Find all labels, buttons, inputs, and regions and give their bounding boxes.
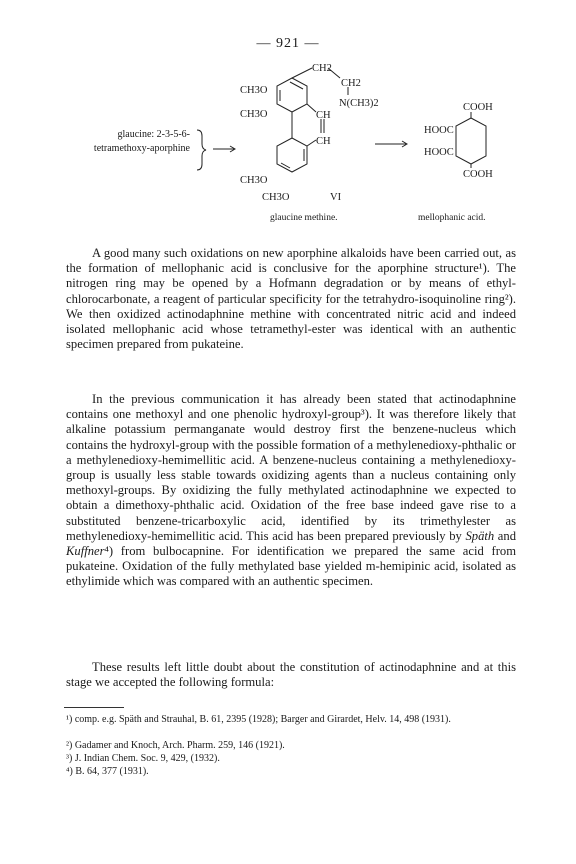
brace-symbol (197, 130, 206, 170)
hooc-group: HOOC (424, 147, 454, 158)
paragraph-formula-intro (66, 660, 516, 690)
cooh-group: COOH (463, 102, 493, 113)
paragraph-3-text: These results left little doubt about the constitution of actinodaphnine and at this stage we accepted the following formula: (66, 660, 516, 690)
ch3o-group: CH3O (262, 192, 290, 203)
ch2-group: CH2 (312, 63, 332, 74)
glaucine-label-line1: glaucine: 2-3-5-6- (117, 129, 190, 140)
paragraph-2-part-a: In the previous communication it has already been stated that actinodaphnine contains one methoxyl and one phenolic hydroxyl-group³). It was therefore likely that alkaline potassium permanganate would destroy first the benzene-nucleus which contains the hydroxyl-group with the possible formation of a methylenedioxy-phthalic or a methylenedioxy-hemimellitic acid. A benzene-nucleus containing a methylenedioxy-group is usually less stable towards oxidizing agents than a nucleus containing only methoxyl-groups. By oxidizing the fully methylated actinodaphnine we expected to obtain a dimethoxy-phthalic acid. Oxidation of the free base indeed gave rise to a substituted benzene-tricarboxylic acid, identified by its trimethylester as methylenedioxy-hemimellitic acid. This acid has been prepared previously by (66, 392, 516, 543)
author-spath: Späth (465, 528, 495, 543)
ch3o-group: CH3O (240, 85, 268, 96)
paragraph-2-part-b: ⁴) from bulbocapnine. For identification we prepared the same acid from pukateine. Oxidation of the fully methylated base yielded m-hemipinic acid, isolated as ethylimide which was compared with an authentic specimen. (66, 544, 516, 589)
reaction-arrow-1 (213, 146, 235, 152)
ch3o-group: CH3O (240, 109, 268, 120)
paragraph-actinodaphnine-oxidation (66, 392, 516, 590)
mellophanic-acid-ring (456, 112, 486, 168)
footnote-2: ²) Gadamer and Knoch, Arch. Pharm. 259, 146 (1921). (66, 740, 285, 751)
caption-mellophanic-acid: mellophanic acid. (418, 213, 486, 223)
footnote-rule (64, 707, 124, 708)
cooh-group: COOH (463, 169, 493, 180)
paragraph-aporphine-oxidations (66, 246, 516, 352)
lower-benzene-ring (277, 138, 307, 172)
footnote-1: ¹) comp. e.g. Späth and Strauhal, B. 61, 2395 (1928); Barger and Girardet, Helv. 14, 498 (1931). (66, 714, 451, 725)
ch3o-group: CH3O (240, 175, 268, 186)
page-number: — 921 — (256, 36, 320, 51)
compound-numeral: VI (330, 192, 342, 203)
caption-glaucine-methine: glaucine methine. (270, 213, 338, 223)
dimethylamino-group: N(CH3)2 (339, 98, 379, 109)
ch-group: CH (316, 136, 331, 147)
ch-group: CH (316, 110, 331, 121)
conjunction-and: and (494, 528, 516, 543)
reaction-arrow-2 (375, 141, 407, 147)
author-kuffner: Kuffner (66, 544, 105, 559)
paragraph-1-text: A good many such oxidations on new aporphine alkaloids have been carried out, as the formation of mellophanic acid is conclusive for the aporphine structure¹). The nitrogen ring may be opened by a Hofmann degradation or by means of ethyl-chlorocarbonate, a reagent of particular specificity for the tetrahydro-isoquinoline ring²). We then oxidized actinodaphnine methine with concentrated nitric acid and indeed isolated mellophanic acid whose tetramethyl-ester was identical with an authentic specimen prepared from pukateine. (66, 246, 516, 352)
footnote-4: ⁴) B. 64, 377 (1931). (66, 766, 149, 777)
reaction-scheme (0, 60, 576, 235)
reaction-scheme-drawing (0, 60, 576, 235)
upper-benzene-ring (277, 78, 307, 112)
glaucine-label-line2: tetramethoxy-aporphine (93, 143, 190, 154)
hooc-group: HOOC (424, 125, 454, 136)
footnote-3: ³) J. Indian Chem. Soc. 9, 429, (1932). (66, 753, 220, 764)
paragraph-2-text (66, 392, 516, 590)
ch2-group: CH2 (341, 78, 361, 89)
